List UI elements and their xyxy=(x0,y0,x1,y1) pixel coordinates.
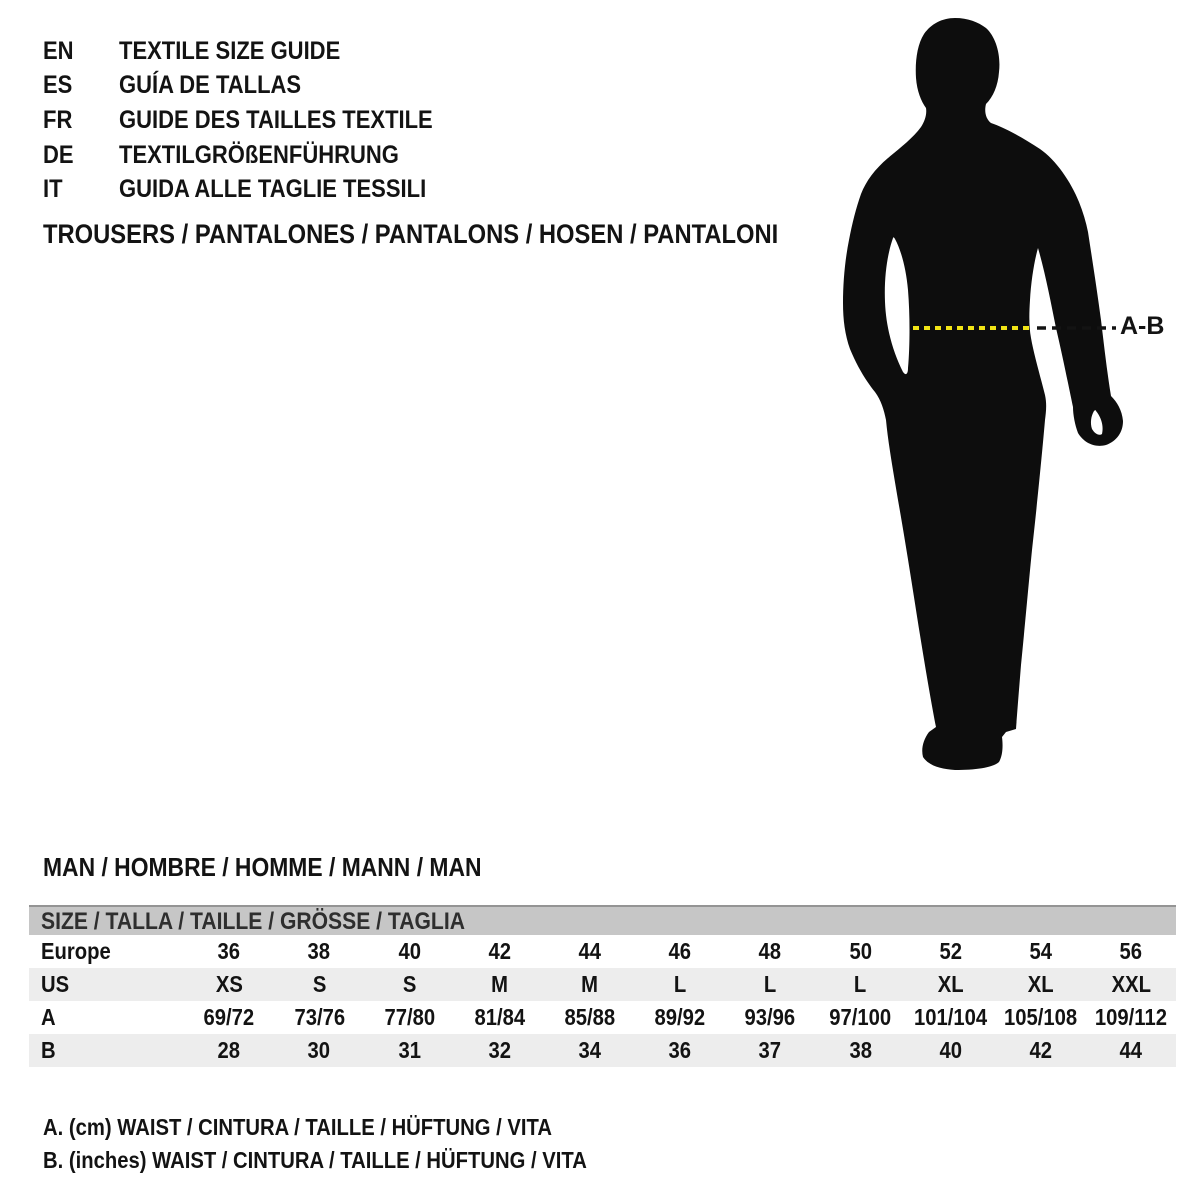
table-cell: S xyxy=(312,971,327,997)
size-table-body xyxy=(29,935,1176,1067)
table-cell: 105/108 xyxy=(1004,1004,1078,1030)
table-cell: XS xyxy=(215,971,243,997)
table-cell: 32 xyxy=(488,1037,511,1063)
table-cell: 37 xyxy=(758,1037,782,1063)
footnotes xyxy=(43,1111,661,1177)
table-cell: 36 xyxy=(217,938,241,964)
table-row-label: Europe xyxy=(41,938,111,964)
table-cell: M xyxy=(491,971,509,997)
table-cell: 101/104 xyxy=(914,1004,988,1030)
language-code: DE xyxy=(43,140,74,169)
table-cell: 50 xyxy=(849,938,872,964)
gender-heading xyxy=(43,854,541,880)
language-row xyxy=(43,34,476,69)
language-title: GUÍA DE TALLAS xyxy=(119,71,302,100)
table-cell: 46 xyxy=(668,938,692,964)
table-row xyxy=(29,1034,1176,1067)
table-row-label: A xyxy=(41,1004,56,1030)
table-cell: 28 xyxy=(217,1037,241,1063)
table-cell: XL xyxy=(937,971,964,997)
size-table xyxy=(29,905,1176,1067)
table-cell: M xyxy=(581,971,599,997)
man-silhouette-figure xyxy=(820,10,1200,790)
table-row-label: US xyxy=(41,971,70,997)
table-cell: 36 xyxy=(668,1037,692,1063)
table-cell: 81/84 xyxy=(474,1004,525,1030)
language-title: TEXTILGRÖßENFÜHRUNG xyxy=(119,140,399,169)
category-heading-label: TROUSERS / PANTALONES / PANTALONS / HOSEN / PANTALONI xyxy=(43,219,779,249)
language-row xyxy=(43,69,476,104)
language-row xyxy=(43,172,476,207)
table-cell: 69/72 xyxy=(203,1004,255,1030)
table-row-label: B xyxy=(41,1037,56,1063)
table-cell: 85/88 xyxy=(564,1004,616,1030)
footnote-line: B. (inches) WAIST / CINTURA / TAILLE / HÜFTUNG / VITA xyxy=(43,1147,587,1173)
table-row xyxy=(29,1001,1176,1034)
table-cell: 31 xyxy=(398,1037,421,1063)
table-cell: 38 xyxy=(849,1037,872,1063)
category-heading xyxy=(43,221,879,248)
table-cell: 44 xyxy=(578,938,602,964)
table-cell: 54 xyxy=(1029,938,1053,964)
table-cell: XXL xyxy=(1111,971,1151,997)
language-code: EN xyxy=(43,36,74,65)
gender-heading-label: MAN / HOMBRE / HOMME / MANN / MAN xyxy=(43,852,482,882)
size-table-header xyxy=(29,905,1176,935)
table-cell: L xyxy=(854,971,867,997)
language-code: ES xyxy=(43,71,73,100)
table-cell: S xyxy=(402,971,417,997)
language-title: TEXTILE SIZE GUIDE xyxy=(119,36,341,65)
size-table-header-label: SIZE / TALLA / TAILLE / GRÖSSE / TAGLIA xyxy=(41,908,465,935)
language-row xyxy=(43,103,476,138)
table-cell: 73/76 xyxy=(293,1004,345,1030)
language-guide-list xyxy=(43,34,476,207)
table-cell: XL xyxy=(1027,971,1054,997)
table-cell: 48 xyxy=(758,938,782,964)
language-row xyxy=(43,138,476,173)
language-code: FR xyxy=(43,105,73,134)
table-cell: 40 xyxy=(939,1037,962,1063)
table-cell: 89/92 xyxy=(654,1004,706,1030)
footnote-line: A. (cm) WAIST / CINTURA / TAILLE / HÜFTUNG / VITA xyxy=(43,1114,552,1140)
language-title: GUIDE DES TAILLES TEXTILE xyxy=(119,105,433,134)
measure-ab-label: A-B xyxy=(1120,312,1165,340)
language-title: GUIDA ALLE TAGLIE TESSILI xyxy=(119,175,427,204)
table-cell: 44 xyxy=(1119,1037,1143,1063)
table-cell: 42 xyxy=(1029,1037,1053,1063)
table-row xyxy=(29,935,1176,968)
table-cell: 77/80 xyxy=(384,1004,435,1030)
silhouette-path xyxy=(843,18,1123,770)
table-cell: 34 xyxy=(578,1037,602,1063)
table-cell: 109/112 xyxy=(1094,1004,1167,1030)
table-cell: 40 xyxy=(398,938,421,964)
table-cell: 42 xyxy=(488,938,511,964)
table-cell: 97/100 xyxy=(829,1004,892,1030)
table-cell: L xyxy=(673,971,687,997)
table-cell: L xyxy=(764,971,777,997)
table-cell: 56 xyxy=(1119,938,1143,964)
table-cell: 52 xyxy=(939,938,962,964)
language-code: IT xyxy=(43,175,63,204)
table-cell: 38 xyxy=(308,938,331,964)
table-cell: 30 xyxy=(308,1037,331,1063)
table-cell: 93/96 xyxy=(744,1004,796,1030)
table-row xyxy=(29,968,1176,1001)
